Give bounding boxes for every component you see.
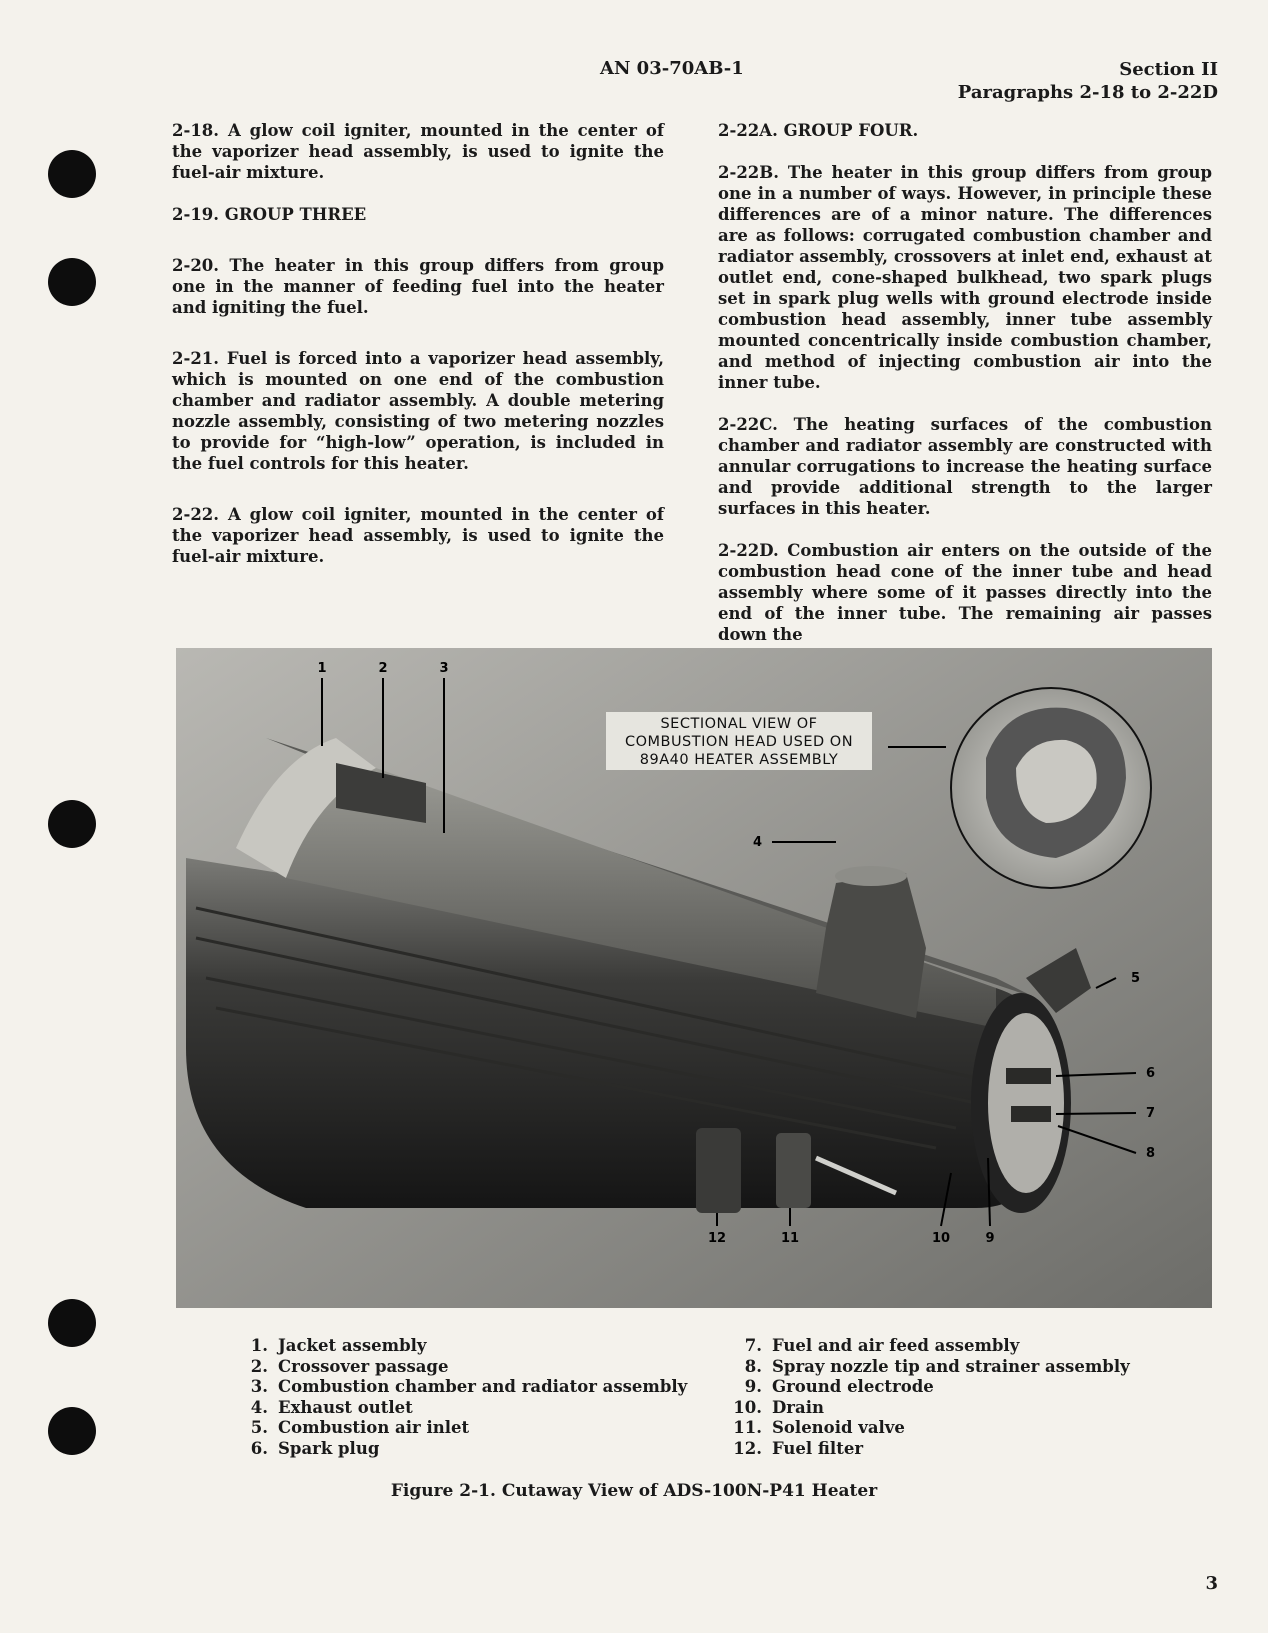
fuel-air-feed-assembly [1011,1106,1051,1122]
heater-cutaway-illustration [176,648,1212,1308]
callout-3: 3 [439,661,449,676]
callout-10: 10 [931,1231,951,1246]
combustion-head-face [988,1013,1064,1193]
fuel-filter [696,1128,741,1213]
binder-hole [48,1299,96,1347]
callout-1: 1 [317,661,327,676]
binder-hole [48,258,96,306]
callout-2: 2 [378,661,388,676]
document-number: AN 03-70AB-1 [600,58,744,79]
legend-item: 12. Fuel filter [733,1438,864,1458]
callout-5: 5 [1131,971,1141,986]
callout-12: 12 [707,1231,727,1246]
inset-label-line1: SECTIONAL VIEW OF [660,716,818,732]
paragraph-2-22b: 2-22B. The heater in this group differs from group one in a number of ways. However, in principle these differences are of a minor nature. The differences are as follows: corrugated combustion chamber and radiator assembly, crossovers at inlet end, exhaust at outlet end, cone-shaped bulkhead, two spark plugs set in spark plug wells with ground electrode inside combustion head assembly, inner tube assembly mounted concentrically inside combustion chamber, and method of injecting combustion air into the inner tube. [718,163,1212,392]
paragraph-2-21: 2-21. Fuel is forced into a vaporizer head assembly, which is mounted on one end of the combustion chamber and radiator assembly. A double metering nozzle assembly, consisting of two metering nozzles to provide for “high-low” operation, is included in the fuel controls for this heater. [172,349,664,473]
binder-hole [48,800,96,848]
callout-8: 8 [1146,1146,1156,1161]
callout-9: 9 [985,1231,995,1246]
legend-item: 9. Ground electrode [744,1377,934,1397]
right-column [718,120,1212,666]
heading-group-three: 2-19. GROUP THREE [172,205,367,224]
figure-legend-right [730,1336,1130,1460]
paragraph-2-20: 2-20. The heater in this group differs from group one in the manner of feeding fuel into the heater and igniting the fuel. [172,256,664,317]
legend-item: 7. Fuel and air feed assembly [744,1336,1020,1355]
paragraph-2-22d: 2-22D. Combustion air enters on the outside of the combustion head cone of the inner tube and head assembly where some of it passes directly into the end of the inner tube. The remaining air passes down the [718,541,1212,644]
section-header [958,58,1218,104]
paragraph-2-18: 2-18. A glow coil igniter, mounted in the center of the vaporizer head assembly, is used to ignite the fuel-air mixture. [172,121,664,182]
figure-caption: Figure 2-1. Cutaway View of ADS-100N-P41 Heater [390,1481,878,1501]
left-column [172,120,664,588]
figure-legend-left [236,1336,687,1460]
legend-item: 11. Solenoid valve [733,1418,905,1438]
inset-label-line2: COMBUSTION HEAD USED ON [624,734,854,750]
legend-item: 3. Combustion chamber and radiator assembly [250,1377,688,1397]
heater-cutaway-figure [176,648,1212,1308]
legend-item: 8. Spray nozzle tip and strainer assembly [744,1356,1130,1376]
callout-7: 7 [1146,1106,1156,1121]
legend-item: 4. Exhaust outlet [250,1397,413,1417]
heading-group-four: 2-22A. GROUP FOUR. [718,121,919,140]
spark-plug [1006,1068,1051,1084]
binder-hole [48,1407,96,1455]
legend-item: 5. Combustion air inlet [250,1418,470,1438]
legend-item: 6. Spark plug [250,1438,380,1458]
callout-11: 11 [780,1231,800,1246]
paragraph-range: Paragraphs 2-18 to 2-22D [957,82,1218,103]
callout-4: 4 [752,835,762,850]
inset-label-line3: 89A40 HEATER ASSEMBLY [639,752,839,768]
binder-hole [48,150,96,198]
legend-item: 2. Crossover passage [250,1356,449,1376]
page-number: 3 [1205,1573,1218,1594]
paragraph-2-22: 2-22. A glow coil igniter, mounted in the center of the vaporizer head assembly, is used to ignite the fuel-air mixture. [172,505,664,566]
paragraph-2-22c: 2-22C. The heating surfaces of the combustion chamber and radiator assembly are constructed with annular corrugations to increase the heating surface and provide additional strength to the larger surfaces in this heater. [718,415,1212,518]
legend-item: 1. Jacket assembly [250,1336,427,1355]
callout-6: 6 [1146,1066,1156,1081]
solenoid-valve [776,1133,811,1208]
section-title: Section II [1119,59,1218,80]
legend-item: 10. Drain [733,1397,824,1417]
exhaust-outlet-opening [835,866,907,886]
